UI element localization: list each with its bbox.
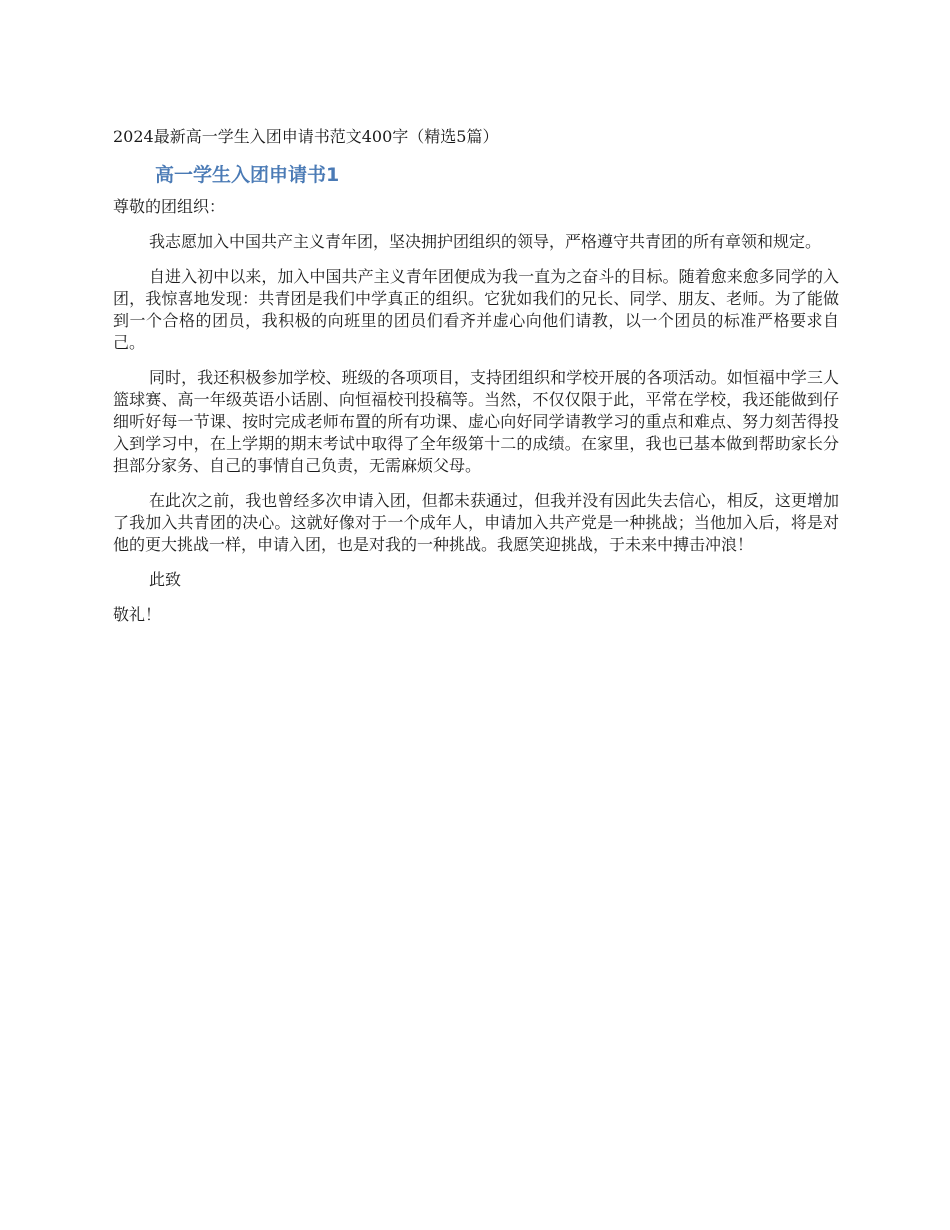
section-heading: 高一学生入团申请书1 — [155, 164, 340, 186]
body-paragraph-2: 自进入初中以来，加入中国共产主义青年团便成为我一直为之奋斗的目标。随着愈来愈多同学的入团，我惊喜地发现：共青团是我们中学真正的组织。它犹如我们的兄长、同学、朋友、老师。为了能做到一个合格的团员，我积极的向班里的团员们看齐并虚心向他们请教，以一个团员的标准严格要求自己。 — [113, 267, 839, 352]
body-paragraph-1: 我志愿加入中国共产主义青年团，坚决拥护团组织的领导，严格遵守共青团的所有章领和规定。 — [149, 232, 822, 251]
body-paragraph-3: 同时，我还积极参加学校、班级的各项项目，支持团组织和学校开展的各项活动。如恒福中学三人篮球赛、高一年级英语小话剧、向恒福校刊投稿等。当然，不仅仅限于此，平常在学校，我还能做到仔细听好每一节课、按时完成老师布置的所有功课、虚心向好同学请教学习的重点和难点、努力刻苦得投入到学习中，在上学期的期末考试中取得了全年级第十二的成绩。在家里，我也已基本做到帮助家长分担部分家务、自己的事情自己负责，无需麻烦父母。 — [113, 368, 839, 475]
closing-greeting: 此致 — [149, 570, 182, 589]
salutation: 尊敬的团组织： — [113, 197, 226, 216]
document-page — [113, 124, 839, 626]
closing-salute: 敬礼！ — [113, 605, 162, 624]
document-title: 2024最新高一学生入团申请书范文400字（精选5篇） — [113, 127, 499, 146]
body-paragraph-4: 在此次之前，我也曾经多次申请入团，但都未获通过，但我并没有因此失去信心，相反，这更增加了我加入共青团的决心。这就好像对于一个成年人，申请加入共产党是一种挑战；当他加入后，将是对他的更大挑战一样，申请入团，也是对我的一种挑战。我愿笑迎挑战，于未来中搏击冲浪！ — [113, 491, 839, 554]
